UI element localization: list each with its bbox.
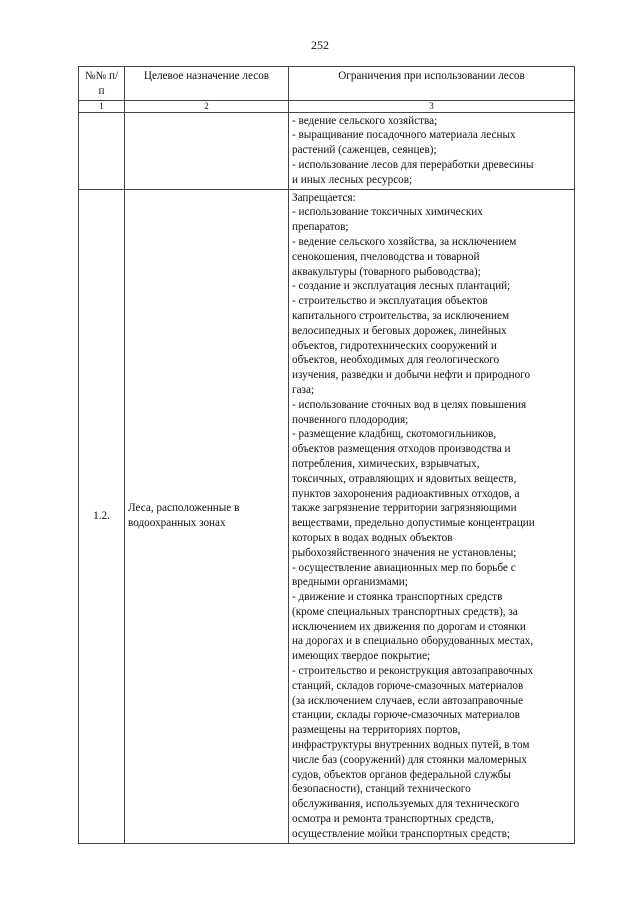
column-number-row xyxy=(79,100,575,112)
restriction-line: - выращивание посадочного материала лесных xyxy=(292,129,516,142)
restriction-line: изучения, разведки и добычи нефти и природного xyxy=(292,369,531,382)
restriction-line: имеющих твердое покрытие; xyxy=(292,650,431,663)
restriction-line: также загрязнение территории загрязняющими xyxy=(292,502,517,515)
restriction-line: пунктов захоронения радиоактивных отходов, а xyxy=(292,487,520,500)
restriction-line: - строительство и реконструкция автозаправочных xyxy=(292,665,534,678)
restriction-line: газа; xyxy=(292,383,315,396)
restriction-line: Запрещается: xyxy=(292,191,356,204)
restriction-line: вредными организмами; xyxy=(292,576,408,589)
continuation-restrictions xyxy=(289,112,575,189)
restriction-line: - размещение кладбищ, скотомогильников, xyxy=(292,428,497,441)
restriction-line: (кроме специальных транспортных средств), за xyxy=(292,605,518,618)
forest-restrictions-table xyxy=(78,66,575,844)
column-number-3: 3 xyxy=(289,100,575,112)
restriction-line: - движение и стоянка транспортных средств xyxy=(292,591,503,604)
restriction-line: потребления, химических, взрывчатых, xyxy=(292,457,480,470)
restriction-line: (за исключением случаев, если автозаправочные xyxy=(292,694,524,707)
table-row-continuation xyxy=(79,112,575,189)
restriction-line: - осуществление авиационных мер по борьбе с xyxy=(292,561,516,574)
continuation-number xyxy=(79,112,125,189)
purpose-line: водоохранных зонах xyxy=(128,517,226,530)
restriction-line: - ведение сельского хозяйства, за исключением xyxy=(292,235,517,248)
restriction-line: рыбохозяйственного значения не установлены; xyxy=(292,546,517,559)
header-purpose: Целевое назначение лесов xyxy=(125,67,289,101)
restriction-line: размещены на территориях портов, xyxy=(292,724,461,737)
restriction-line: осуществление мойки транспортных средств; xyxy=(292,827,510,840)
restriction-line: исключением их движения по дорогам и стоянки xyxy=(292,620,526,633)
restriction-line: объектов, необходимых для геологического xyxy=(292,354,500,367)
restriction-line: безопасности), станций технического xyxy=(292,783,471,796)
table-row-1-2 xyxy=(79,189,575,843)
restriction-line: - строительство и эксплуатация объектов xyxy=(292,295,488,308)
restriction-line: на дорогах и в специально оборудованных местах, xyxy=(292,635,534,648)
restriction-line: токсичных, отравляющих и ядовитых веществ, xyxy=(292,472,517,485)
restriction-line: сенокошения, пчеловодства и товарной xyxy=(292,250,480,263)
row-number: 1.2. xyxy=(79,189,125,843)
restriction-line: станций, складов горюче-смазочных материалов xyxy=(292,679,524,692)
restriction-line: числе баз (сооружений) для стоянки маломерных xyxy=(292,753,528,766)
forest-purpose xyxy=(125,189,289,843)
restriction-line: капитального строительства, за исключением xyxy=(292,309,510,322)
restriction-line: - ведение сельского хозяйства; xyxy=(292,114,438,127)
restriction-line: и иных лесных ресурсов; xyxy=(292,173,413,186)
restriction-line: почвенного плодородия; xyxy=(292,413,409,426)
forest-restrictions xyxy=(289,189,575,843)
page-number: 252 xyxy=(311,38,329,52)
restriction-line: станции, склады горюче-смазочных материалов xyxy=(292,709,520,722)
restriction-line: растений (саженцев, сеянцев); xyxy=(292,144,437,157)
restriction-line: инфраструктуры внутренних водных путей, в том xyxy=(292,739,530,752)
restriction-line: аквакультуры (товарного рыбоводства); xyxy=(292,265,481,278)
header-restrictions: Ограничения при использовании лесов xyxy=(289,67,575,101)
column-number-1: 1 xyxy=(79,100,125,112)
continuation-purpose xyxy=(125,112,289,189)
restriction-line: судов, объектов органов федеральной службы xyxy=(292,768,511,781)
restriction-line: объектов, гидротехнических сооружений и xyxy=(292,339,497,352)
restriction-line: - использование лесов для переработки древесины xyxy=(292,158,534,171)
restriction-line: веществами, предельно допустимые концентрации xyxy=(292,517,535,530)
restriction-line: объектов размещения отходов производства и xyxy=(292,443,511,456)
header-row xyxy=(79,67,575,101)
restriction-line: обслуживания, используемых для технического xyxy=(292,798,520,811)
restriction-line: которых в водах водных объектов xyxy=(292,531,453,544)
restriction-line: - создание и эксплуатация лесных плантаций; xyxy=(292,280,511,293)
restriction-line: препаратов; xyxy=(292,221,349,234)
restriction-line: - использование токсичных химических xyxy=(292,206,483,219)
column-number-2: 2 xyxy=(125,100,289,112)
restriction-line: велосипедных и беговых дорожек, линейных xyxy=(292,324,507,337)
restriction-line: осмотра и ремонта транспортных средств, xyxy=(292,813,494,826)
purpose-line: Леса, расположенные в xyxy=(128,502,240,515)
restriction-line: - использование сточных вод в целях повышения xyxy=(292,398,527,411)
header-number: №№ п/п xyxy=(79,67,125,101)
